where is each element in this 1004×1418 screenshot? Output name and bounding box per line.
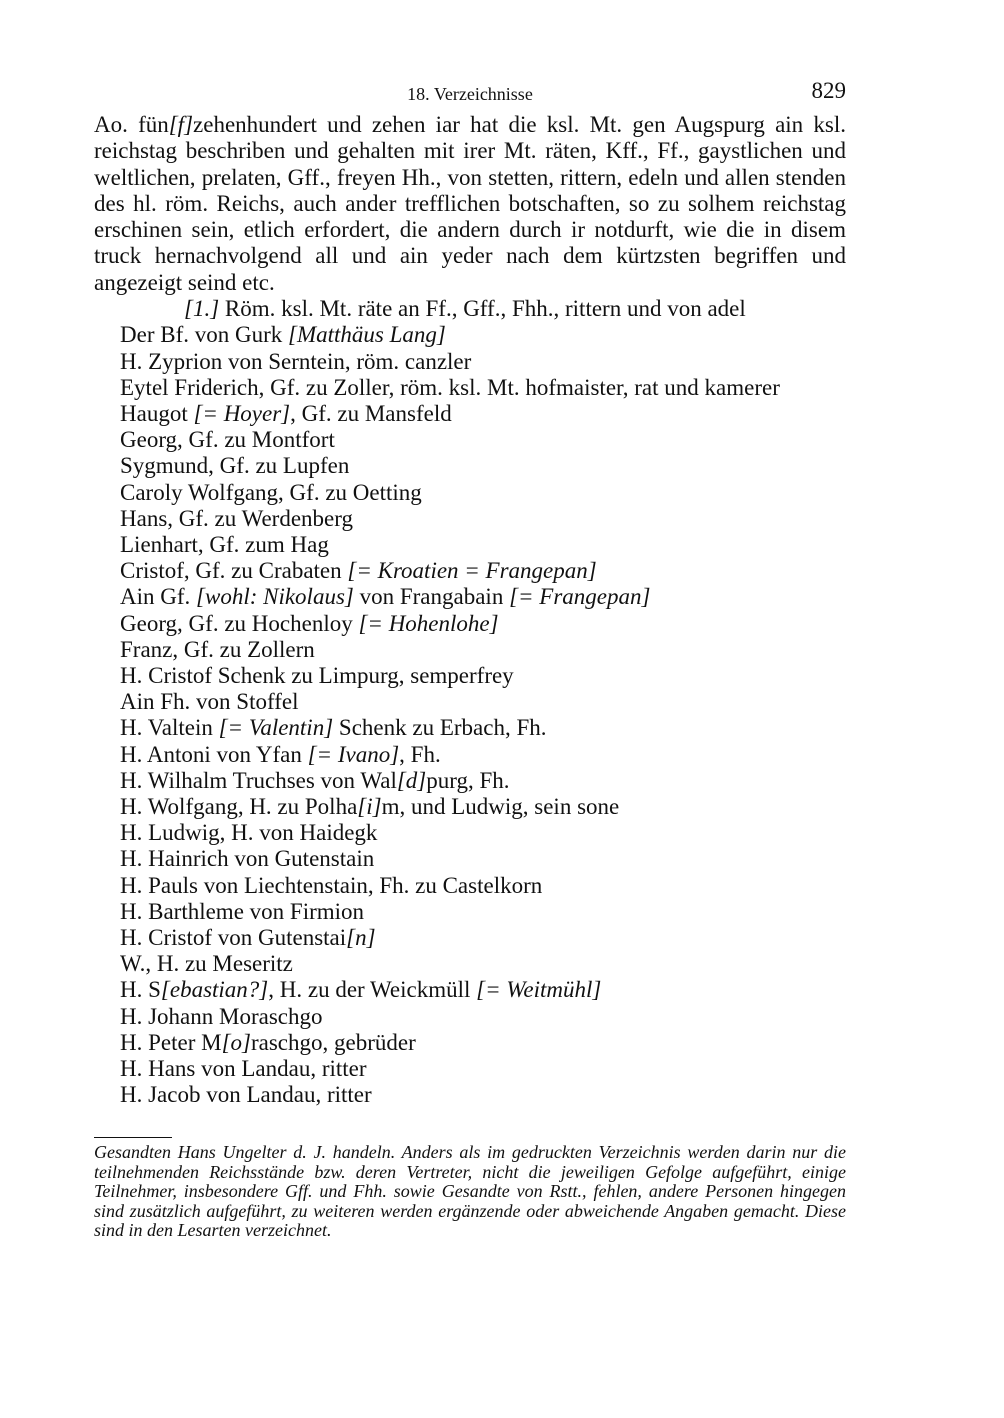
list-item <box>120 611 846 637</box>
list-item <box>120 637 846 663</box>
entry-text: H. Wilhalm Truchses von Wal <box>120 767 397 793</box>
editorial-note: [ebastian?] <box>160 977 269 1003</box>
list-item <box>120 951 846 977</box>
editorial-note: [= Frangepan] <box>509 584 651 610</box>
entry-text: Caroly Wolfgang, Gf. zu Oetting <box>120 479 422 505</box>
list-item <box>120 584 846 610</box>
list-item <box>120 794 846 820</box>
list-item <box>120 1030 846 1056</box>
entry-text: Georg, Gf. zu Montfort <box>120 427 335 453</box>
editorial-note: [wohl: Nikolaus] <box>196 584 354 610</box>
entry-text: purg, Fh. <box>426 767 510 793</box>
entry-text: raschgo, gebrüder <box>250 1029 416 1055</box>
entry-text: Lienhart, Gf. zum Hag <box>120 532 329 557</box>
entry-text: Cristof, Gf. zu Crabaten <box>120 558 348 584</box>
section-title: Röm. ksl. Mt. räte an Ff., Gff., Fhh., rittern und von adel <box>219 296 746 322</box>
entry-text: Sygmund, Gf. zu Lupfen <box>120 453 350 479</box>
list-item <box>120 349 846 375</box>
entry-text: m, und Ludwig, sein sone <box>381 794 620 820</box>
entry-text: H. Hans von Landau, ritter <box>120 1056 367 1082</box>
entry-text: Haugot <box>120 400 194 426</box>
list-item <box>120 873 846 899</box>
entry-text: H. Barthleme von Firmion <box>120 898 365 924</box>
entry-text: Franz, Gf. zu Zollern <box>120 636 315 662</box>
section-number: [1.] <box>184 296 220 322</box>
editorial-note: [Matthäus Lang] <box>288 322 446 348</box>
list-item <box>120 899 846 925</box>
list-item <box>120 1004 846 1030</box>
intro-text-b: zehenhundert und zehen iar hat die ksl. Mt. gen Augspurg ain ksl. reichstag beschriben und gehalten mit irer Mt. räten, Kff., Ff., gaystlichen und weltlichen, prelaten, Gff., freyen Hh., von stetten, rittern, edeln und allen stenden des hl. röm. Reichs, auch ander trefflichen botschaften, so zu solhem reichstag erschinen sein, etlich erfordert, die andern durch ir notdurft, wie die in disem truck hernachvolgend all und ain yeder nach dem kürtzsten begriffen und angezeigt seind etc. <box>94 112 846 295</box>
list-item <box>120 427 846 453</box>
footnote: Gesandten Hans Ungelter d. J. handeln. Anders als im gedruckten Verzeichnis werden darin nur die teilnehmenden Reichsstände bzw. deren Vertreter, nicht die jeweiligen Gefolge aufgeführt, einige Teilnehmer, insbesondere Gff. und Fhh. sowie Gesandte von Rstt., fehlen, andere Personen hingegen sind zusätzlich aufgeführt, zu weiteren werden ergänzende oder abweichende Angaben gemacht. Diese sind in den Lesarten verzeichnet. <box>94 1142 846 1241</box>
list-item <box>120 375 846 401</box>
list-item <box>120 689 846 715</box>
list-item <box>120 977 846 1003</box>
editorial-note: [= Weitmühl] <box>476 977 602 1003</box>
list-item <box>120 742 846 768</box>
entry-text: , Gf. zu Mansfeld <box>290 400 452 426</box>
editorial-note: [= Kroatien = Frangepan] <box>347 558 597 584</box>
entry-text: H. Antoni von Yfan <box>120 741 308 767</box>
entry-text: H. Wolfgang, H. zu Polha <box>120 794 358 820</box>
editorial-note: [= Hoyer] <box>193 400 291 426</box>
list-item <box>120 1056 846 1082</box>
list-item <box>120 506 846 532</box>
entry-text: Ain Fh. von Stoffel <box>120 689 299 715</box>
entry-list <box>94 322 846 1108</box>
list-item <box>120 846 846 872</box>
editorial-note: [= Valentin] <box>218 715 334 741</box>
editorial-note: [o] <box>221 1029 251 1055</box>
editorial-note: [i] <box>357 794 382 820</box>
list-item <box>120 453 846 479</box>
entry-text: Ain Gf. <box>120 584 197 610</box>
list-item <box>120 532 846 558</box>
list-item <box>120 925 846 951</box>
running-title: 18. Verzeichnisse <box>407 84 533 104</box>
list-item <box>120 480 846 506</box>
entry-text: W., H. zu Meseritz <box>120 951 293 977</box>
editorial-note: [d] <box>396 767 427 793</box>
entry-text: Georg, Gf. zu Hochenloy <box>120 610 359 636</box>
list-item <box>120 1082 846 1108</box>
intro-editorial-bracket: [f] <box>168 112 194 137</box>
list-item <box>120 322 846 348</box>
section-heading <box>184 296 846 322</box>
entry-text: H. Ludwig, H. von Haidegk <box>120 820 378 846</box>
entry-text: Schenk zu Erbach, Fh. <box>333 715 547 741</box>
entry-text: H. Hainrich von Gutenstain <box>120 846 375 872</box>
editorial-note: [= Hohenlohe] <box>358 610 499 636</box>
list-item <box>120 768 846 794</box>
entry-text: Eytel Friderich, Gf. zu Zoller, röm. ksl. Mt. hofmaister, rat und kamerer <box>120 374 780 400</box>
intro-paragraph <box>94 112 846 296</box>
entry-text: von Frangabain <box>353 584 510 610</box>
entry-text: H. Cristof Schenk zu Limpurg, semperfrey <box>120 663 514 689</box>
entry-text: H. Johann Moraschgo <box>120 1003 323 1029</box>
entry-text: H. S <box>120 977 161 1003</box>
entry-text: H. Cristof von Gutenstai <box>120 925 347 951</box>
entry-text: Der Bf. von Gurk <box>120 322 288 348</box>
page <box>94 80 846 1108</box>
entry-text: , H. zu der Weickmüll <box>268 977 477 1003</box>
entry-text: H. Pauls von Liechtenstain, Fh. zu Castelkorn <box>120 872 543 898</box>
entry-text: H. Peter M <box>120 1029 222 1055</box>
list-item <box>120 715 846 741</box>
page-header <box>94 80 846 110</box>
entry-text: Hans, Gf. zu Werdenberg <box>120 505 353 531</box>
entry-text: H. Valtein <box>120 715 219 741</box>
footnote-rule <box>94 1137 172 1138</box>
editorial-note: [n] <box>346 925 376 951</box>
list-item <box>120 820 846 846</box>
list-item <box>120 663 846 689</box>
list-item <box>120 401 846 427</box>
entry-text: , Fh. <box>399 741 441 767</box>
entry-text: H. Zyprion von Serntein, röm. canzler <box>120 348 472 374</box>
intro-text-a: Ao. fün <box>94 112 169 137</box>
entry-text: H. Jacob von Landau, ritter <box>120 1082 372 1108</box>
list-item <box>120 558 846 584</box>
page-number: 829 <box>811 78 846 103</box>
editorial-note: [= Ivano] <box>307 741 400 767</box>
